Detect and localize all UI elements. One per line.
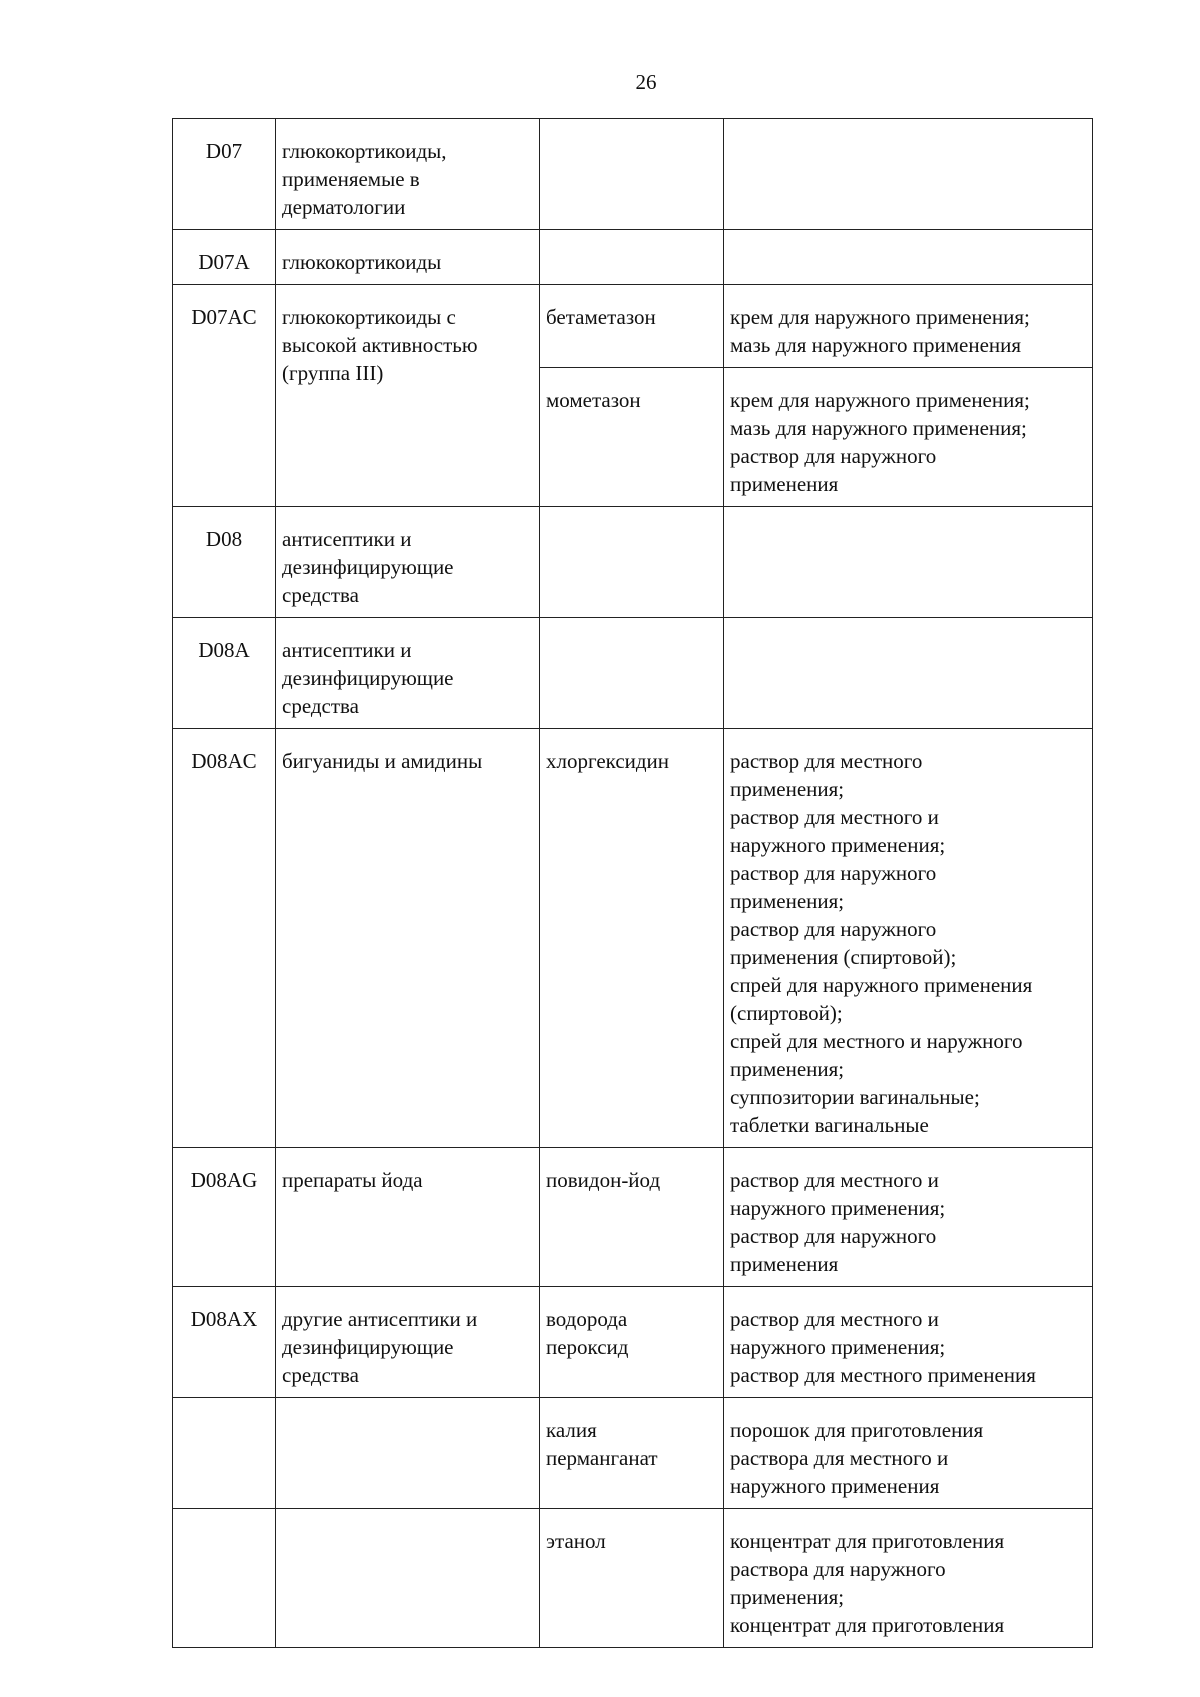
substance-cell: калия перманганат (540, 1398, 724, 1509)
dosage-forms-cell (724, 618, 1093, 729)
group-name-cell: антисептики и дезинфицирующие средства (276, 618, 540, 729)
dosage-forms-cell: раствор для местного и наружного применения; раствор для местного применения (724, 1287, 1093, 1398)
dosage-forms-cell (724, 507, 1093, 618)
substance-cell (540, 119, 724, 230)
group-name-cell (276, 1398, 540, 1509)
dosage-forms-cell: порошок для приготовления раствора для местного и наружного применения (724, 1398, 1093, 1509)
substance-cell (540, 507, 724, 618)
group-name-cell: глюкокортикоиды с высокой активностью (группа III) (276, 285, 540, 507)
page-number: 26 (635, 70, 657, 94)
substance-cell (540, 618, 724, 729)
atc-code-cell: D08AX (173, 1287, 276, 1398)
atc-table (172, 118, 1093, 1648)
group-name-cell: препараты йода (276, 1148, 540, 1287)
table-row (173, 1148, 1093, 1287)
table-row (173, 1398, 1093, 1509)
dosage-forms-cell: крем для наружного применения; мазь для наружного применения; раствор для наружного применения (724, 368, 1093, 507)
table-row (173, 230, 1093, 285)
group-name-cell: глюкокортикоиды, применяемые в дерматологии (276, 119, 540, 230)
table-row (173, 285, 1093, 368)
group-name-cell (276, 1509, 540, 1648)
table-row (173, 1287, 1093, 1398)
dosage-forms-cell (724, 230, 1093, 285)
substance-cell: бетаметазон (540, 285, 724, 368)
substance-cell: этанол (540, 1509, 724, 1648)
dosage-forms-cell: крем для наружного применения; мазь для наружного применения (724, 285, 1093, 368)
atc-code-cell (173, 1398, 276, 1509)
dosage-forms-cell: концентрат для приготовления раствора для наружного применения; концентрат для приготовления (724, 1509, 1093, 1648)
substance-cell (540, 230, 724, 285)
dosage-forms-cell: раствор для местного применения; раствор для местного и наружного применения; раствор для наружного применения; раствор для наружного применения (спиртовой); спрей для наружного применения (спиртовой); спрей для местного и наружного применения; суппозитории вагинальные; таблетки вагинальные (724, 729, 1093, 1148)
group-name-cell: глюкокортикоиды (276, 230, 540, 285)
atc-code-cell: D08AC (173, 729, 276, 1148)
group-name-cell: бигуаниды и амидины (276, 729, 540, 1148)
dosage-forms-cell (724, 119, 1093, 230)
substance-cell: водорода пероксид (540, 1287, 724, 1398)
group-name-cell: другие антисептики и дезинфицирующие средства (276, 1287, 540, 1398)
dosage-forms-cell: раствор для местного и наружного применения; раствор для наружного применения (724, 1148, 1093, 1287)
table-row (173, 618, 1093, 729)
substance-cell: повидон-йод (540, 1148, 724, 1287)
atc-code-cell: D08AG (173, 1148, 276, 1287)
atc-code-cell: D08A (173, 618, 276, 729)
table-row (173, 507, 1093, 618)
atc-code-cell: D07AC (173, 285, 276, 507)
atc-code-cell (173, 1509, 276, 1648)
table-row (173, 729, 1093, 1148)
table-row (173, 1509, 1093, 1648)
atc-code-cell: D07 (173, 119, 276, 230)
atc-code-cell: D07A (173, 230, 276, 285)
substance-cell: мометазон (540, 368, 724, 507)
group-name-cell: антисептики и дезинфицирующие средства (276, 507, 540, 618)
table-row (173, 119, 1093, 230)
substance-cell: хлоргексидин (540, 729, 724, 1148)
atc-code-cell: D08 (173, 507, 276, 618)
